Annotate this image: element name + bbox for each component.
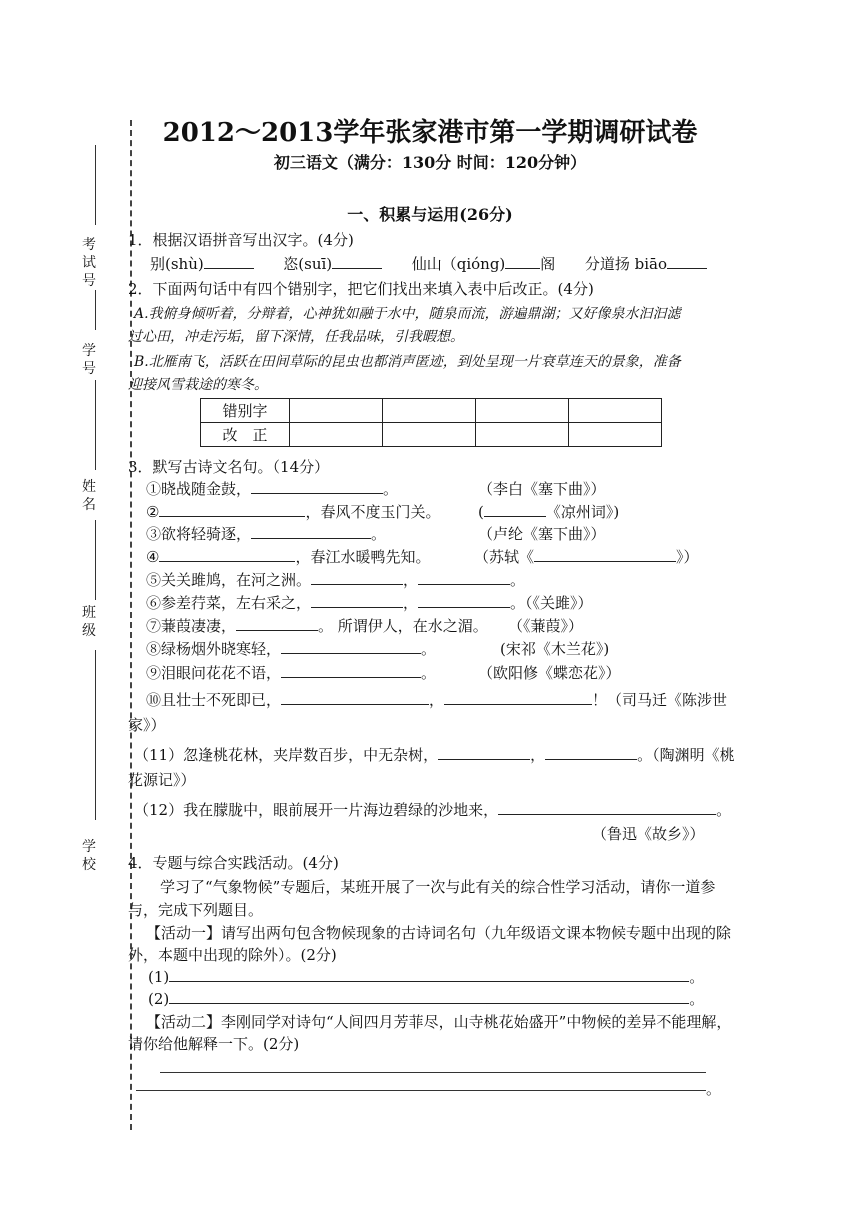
student-no-label: 学号 [82,343,96,377]
q3-line-11 [134,744,735,765]
q1-item-1: 别(shù) [150,255,204,273]
class-line [95,520,96,600]
q3-text: ， [530,746,546,764]
school-label: 学校 [82,839,96,873]
class-label: 班级 [82,605,96,639]
table-row [201,399,662,423]
q3-source-12: （鲁迅《故乡》） [592,825,705,843]
student-no-line [95,290,96,330]
q3-text: ② [146,503,160,521]
table-header-wrong: 错别字 [201,399,290,423]
q3-text: ， [403,571,419,589]
q3-text: 。 所谓伊人，在水之湄。 [318,617,488,635]
q3-text: 。 [421,640,437,658]
q1-item-5: 分道扬 biāo [584,255,668,273]
q4-activity-2-b: 请你给他解释一下。(2分) [128,1035,300,1053]
q4-text: (1) [148,968,170,986]
q2-sentence-b-1: B.北雁南飞，活跃在田间草际的昆虫也都消声匿迹，到处呈现一片衰草连天的景象，准备 [134,354,681,370]
q3-line-1 [146,478,398,499]
q3-source-3: （卢纶《塞下曲》） [478,525,606,543]
q3-line-3 [146,523,386,544]
q3-text: ⑤关关雎鸠，在河之洲。 [146,571,312,589]
q3-text: ③欲将轻骑逐， [146,525,252,543]
binding-dashed-line [130,120,132,1130]
q4-text: 。 [689,990,705,1008]
q2-sentence-a-1: A.我俯身倾听着，分辩着，心神犹如融于水中，随泉而流，游遍鼎湖；又好像泉水汩汩滤 [134,306,681,322]
q3-text: ，春风不度玉门关。 [305,503,441,521]
q3-text: ⑩且壮士不死即已， [146,691,282,709]
table-row [201,423,662,447]
q3-text: （12）我在朦胧中，眼前展开一片海边碧绿的沙地来， [134,801,499,819]
q4-stem: 4．专题与综合实践活动。(4分) [128,854,339,872]
q3-source-2 [478,501,619,522]
q3-text: 。（《关雎》） [510,594,593,612]
q3-text: ④ [146,548,160,566]
q1-item-3: 仙山（qióng) [411,255,506,273]
q3-line-11-cont: 花源记》） [128,771,196,789]
q3-text: ⑨泪眼问花花不语， [146,664,282,682]
q3-text: ①晓战随金鼓， [146,480,252,498]
answer-end-mark: 。 [706,1080,722,1098]
table-cell[interactable] [476,423,569,447]
q3-text: ( [478,503,484,521]
q4-text: 。 [689,968,705,986]
q3-source-8: (宋祁《木兰花》) [500,640,610,658]
q3-text: 。 [716,801,732,819]
q3-text: 》） [676,548,699,566]
q3-line-7 [146,615,488,636]
name-line [95,380,96,470]
q3-source-7: （《蒹葭》） [508,617,584,635]
q3-line-8 [146,638,436,659]
page-subtitle: 初三语文（满分：130分 时间：120分钟） [273,153,587,172]
section-heading: 一、积累与运用(26分) [347,205,513,224]
q3-text: ，春江水暖鸭先知。 [295,548,431,566]
q3-line-4 [146,546,430,567]
q3-text: （苏轼《 [474,548,535,566]
q3-line-2 [146,501,440,522]
q1-item-2: 恣(suī) [283,255,333,273]
table-cell[interactable] [290,423,383,447]
q2-sentence-b-2: 迎接风雪栽途的寒冬。 [128,377,268,393]
answer-line-2[interactable] [136,1090,706,1091]
table-cell[interactable] [290,399,383,423]
q4-answer-2 [148,988,704,1009]
q4-intro-1: 学习了“气象物候”专题后，某班开展了一次与此有关的综合性学习活动，请你一道参 [160,878,716,896]
table-cell[interactable] [476,399,569,423]
q3-line-9 [146,662,436,683]
q3-line-12 [134,799,731,820]
school-line [95,650,96,820]
q3-text: 。 [421,664,437,682]
q3-text: ⑧绿杨烟外晓寒轻， [146,640,282,658]
table-cell[interactable] [383,423,476,447]
q3-text: （11）忽逢桃花林，夹岸数百步，中无杂树， [134,746,439,764]
q3-line-6 [146,592,593,613]
answer-line-1[interactable] [160,1072,706,1073]
q2-sentence-a-2: 过心田，冲走污垢，留下深情，任我品味，引我暇想。 [128,329,464,345]
q3-text: ， [403,594,419,612]
page-title: 2012～2013学年张家港市第一学期调研试卷 [162,118,698,148]
table-cell[interactable] [569,399,662,423]
q3-text: 。 [383,480,399,498]
q3-text: 。 [510,571,526,589]
q4-activity-1-b: 外，本题中出现的除外）。(2分) [128,946,337,964]
q1-item-4: 阁 [540,255,556,273]
table-cell[interactable] [383,399,476,423]
q3-text: 《凉州词》) [545,503,620,521]
table-header-correct: 改 正 [201,423,290,447]
q3-text: 。（陶渊明《桃 [637,746,735,764]
q3-source-4 [474,546,699,567]
q4-answer-1 [148,966,704,987]
q3-text: ⑥参差荇菜，左右采之， [146,594,312,612]
table-cell[interactable] [569,423,662,447]
q2-stem: 2．下面两句话中有四个错别字，把它们找出来填入表中后改正。(4分) [128,280,594,298]
q4-text: (2) [148,990,170,1008]
correction-table [200,398,662,447]
q3-line-10-cont: 家》） [128,716,166,734]
exam-no-label: 考试号 [82,237,96,289]
q4-intro-2: 与，完成下列题目。 [128,901,264,919]
q3-text: ⑦蒹葭凄凄， [146,617,237,635]
q3-text: ， [429,691,445,709]
q4-activity-1-a: 【活动一】请写出两句包含物候现象的古诗词名句（九年级语文课本物候专题中出现的除 [146,924,732,942]
answer-blank[interactable] [169,967,689,982]
q3-stem: 3．默写古诗文名句。（14分） [128,458,330,476]
q1-items [150,253,707,274]
q3-source-1: （李白《塞下曲》） [478,480,606,498]
q3-source-9: （欧阳修《蝶恋花》） [478,664,621,682]
q3-line-10 [146,689,727,710]
q4-activity-2-a: 【活动二】李刚同学对诗句“人间四月芳菲尽，山寺桃花始盛开”中物候的差异不能理解， [146,1013,732,1031]
answer-blank[interactable] [169,989,689,1004]
q3-line-5 [146,569,525,590]
q1-stem: 1．根据汉语拼音写出汉字。(4分) [128,231,354,249]
name-label: 姓名 [82,479,96,513]
q3-text: ！（司马迁《陈涉世 [592,691,728,709]
q3-text: 。 [371,525,387,543]
